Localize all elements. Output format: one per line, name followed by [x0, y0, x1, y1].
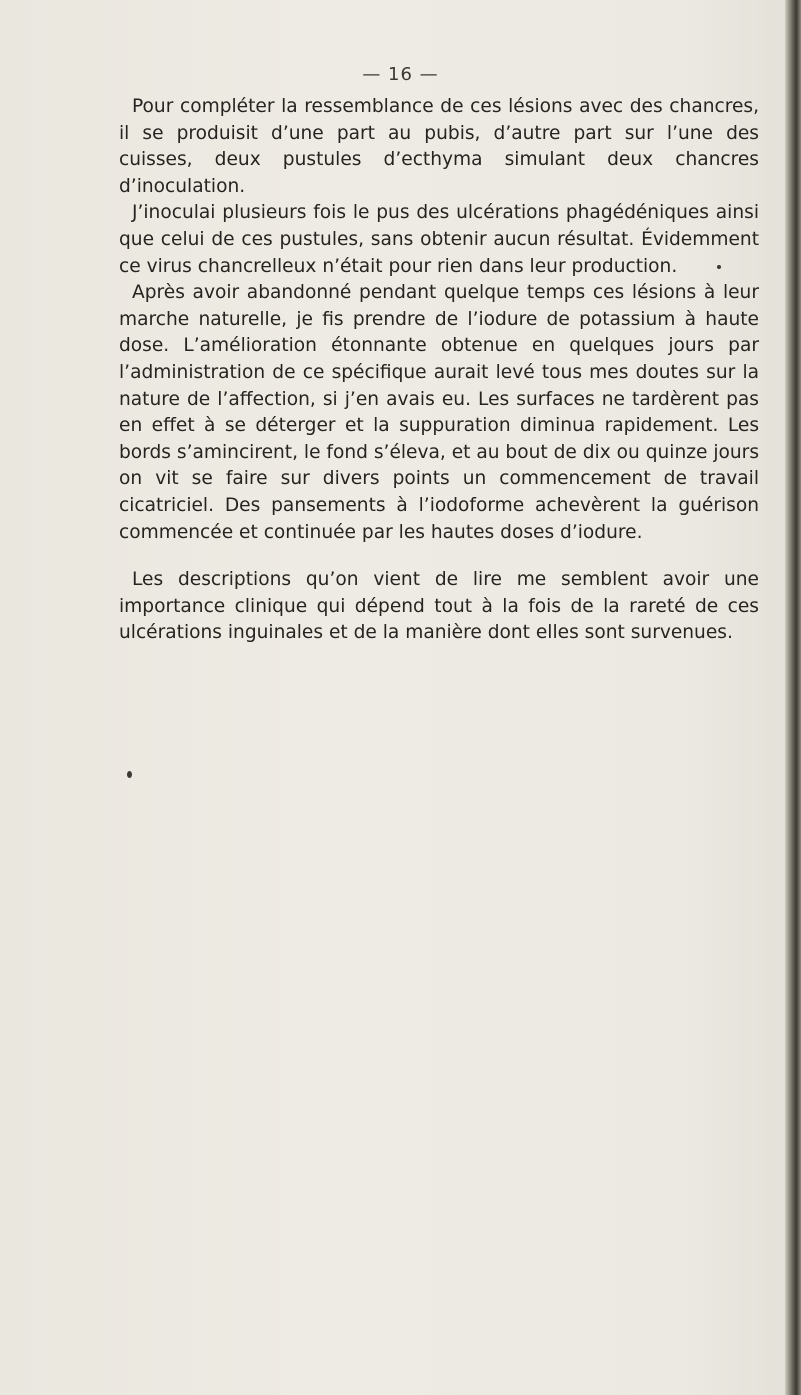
paragraph-4: Les descriptions qu’on vient de lire me semblent avoir une importance clinique qui dépend tout à la fois de la rareté de ces ulcérations inguinales et de la manière dont elles sont survenues.: [119, 569, 759, 644]
body-text: [119, 94, 759, 647]
ink-speck: [717, 265, 721, 269]
page-number: — 16 —: [362, 64, 439, 85]
binding-edge: [785, 0, 801, 1395]
paragraph-1: Pour compléter la ressemblance de ces lésions avec des chancres, il se produisit d’une part au pubis, d’autre part sur l’une des cuisses, deux pustules d’ecthyma simulant deux chancres d’inoculation.: [119, 96, 759, 197]
paragraph-3: Après avoir abandonné pendant quelque temps ces lésions à leur marche naturelle, je fis prendre de l’iodure de potassium à haute dose. L’amélioration étonnante obtenue en quelques jours par l’administration de ce spécifique aurait levé tous mes doutes sur la nature de l’affection, si j’en avais eu. Les surfaces ne tardèrent pas en effet à se déterger et la suppuration diminua rapidement. Les bords s’amincirent, le fond s’éleva, et au bout de dix ou quinze jours on vit se faire sur divers points un commencement de travail cicatriciel. Des pansements à l’iodoforme achevèrent la guérison commencée et continuée par les hautes doses d’iodure.: [119, 282, 760, 543]
ink-speck: [127, 771, 132, 778]
paragraph-2: J’inoculai plusieurs fois le pus des ulcérations phagédéniques ainsi que celui de ces pustules, sans obtenir aucun résultat. Évidemment ce virus chancrelleux n’était pour rien dans leur production.: [119, 202, 759, 277]
